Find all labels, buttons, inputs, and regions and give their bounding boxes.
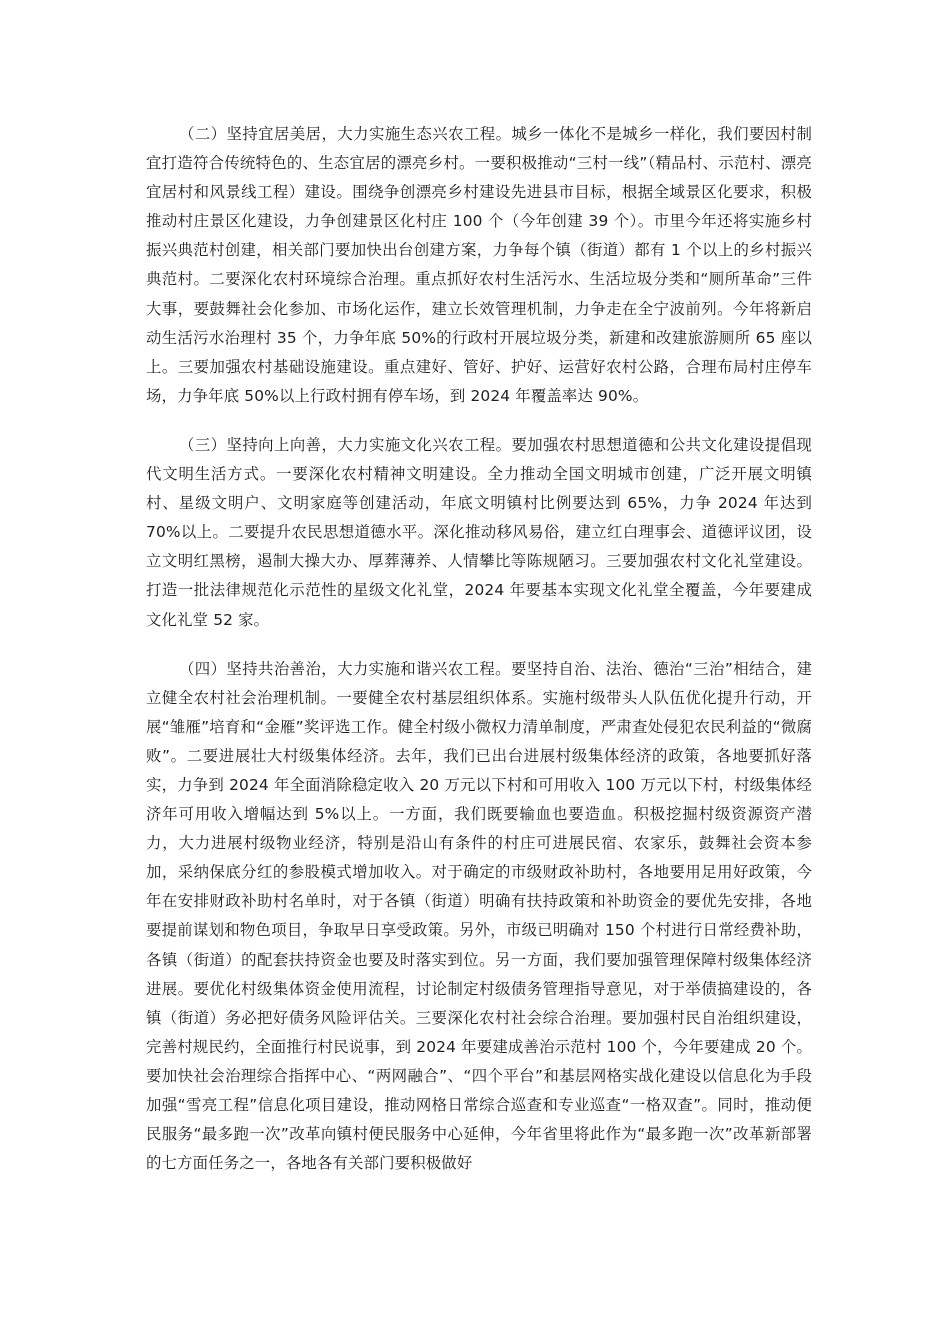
- document-page: [146, 120, 812, 1178]
- paragraph-harmonious-agriculture: （四）坚持共治善治，大力实施和谐兴农工程。要坚持自治、法治、德治“三治”相结合，建立健全农村社会治理机制。一要健全农村基层组织体系。实施村级带头人队伍优化提升行动，开展“雏雁”培育和“金雁”奖评选工作。健全村级小微权力清单制度，严肃查处侵犯农民利益的“微腐败”。二要进展壮大村级集体经济。去年，我们已出台进展村级集体经济的政策，各地要抓好落实，力争到 2024 年全面消除稳定收入 20 万元以下村和可用收入 100 万元以下村，村级集体经济年可用收入增幅达到 5%以上。一方面，我们既要输血也要造血。积极挖掘村级资源资产潜力，大力进展村级物业经济，特别是沿山有条件的村庄可进展民宿、农家乐，鼓舞社会资本参加，采纳保底分红的参股模式增加收入。对于确定的市级财政补助村，各地要用足用好政策，今年在安排财政补助村名单时，对于各镇（街道）明确有扶持政策和补助资金的要优先安排，各地要提前谋划和物色项目，争取早日享受政策。另外，市级已明确对 150 个村进行日常经费补助，各镇（街道）的配套扶持资金也要及时落实到位。另一方面，我们要加强管理保障村级集体经济进展。要优化村级集体资金使用流程，讨论制定村级债务管理指导意见，对于举债搞建设的，各镇（街道）务必把好债务风险评估关。三要深化农村社会综合治理。要加强村民自治组织建设，完善村规民约，全面推行村民说事，到 2024 年要建成善治示范村 100 个，今年要建成 20 个。要加快社会治理综合指挥中心、“两网融合”、“四个平台”和基层网格实战化建设以信息化为手段加强“雪亮工程”信息化项目建设，推动网格日常综合巡查和专业巡查“一格双查”。同时，推动便民服务“最多跑一次”改革向镇村便民服务中心延伸，今年省里将此作为“最多跑一次”改革新部署的七方面任务之一，各地各有关部门要积极做好: [146, 659, 812, 1173]
- paragraph-ecological-agriculture: （二）坚持宜居美居，大力实施生态兴农工程。城乡一体化不是城乡一样化，我们要因村制宜打造符合传统特色的、生态宜居的漂亮乡村。一要积极推动“三村一线”（精品村、示范村、漂亮宜居村和风景线工程）建设。围绕争创漂亮乡村建设先进县市目标，根据全域景区化要求，积极推动村庄景区化建设，力争创建景区化村庄 100 个（今年创建 39 个）。市里今年还将实施乡村振兴典范村创建，相关部门要加快出台创建方案，力争每个镇（街道）都有 1 个以上的乡村振兴典范村。二要深化农村环境综合治理。重点抓好农村生活污水、生活垃圾分类和“厕所革命”三件大事，要鼓舞社会化参加、市场化运作，建立长效管理机制，力争走在全宁波前列。今年将新启动生活污水治理村 35 个，力争年底 50%的行政村开展垃圾分类，新建和改建旅游厕所 65 座以上。三要加强农村基础设施建设。重点建好、管好、护好、运营好农村公路，合理布局村庄停车场，力争年底 50%以上行政村拥有停车场，到 2024 年覆盖率达 90%。: [146, 125, 812, 405]
- paragraph-cultural-agriculture: （三）坚持向上向善，大力实施文化兴农工程。要加强农村思想道德和公共文化建设提倡现代文明生活方式。一要深化农村精神文明建设。全力推动全国文明城市创建，广泛开展文明镇村、星级文明户、文明家庭等创建活动，年底文明镇村比例要达到 65%，力争 2024 年达到 70%以上。二要提升农民思想道德水平。深化推动移风易俗，建立红白理事会、道德评议团，设立文明红黑榜，遏制大操大办、厚葬薄养、人情攀比等陈规陋习。三要加强农村文化礼堂建设。打造一批法律规范化示范性的星级文化礼堂，2024 年要基本实现文化礼堂全覆盖，今年要建成文化礼堂 52 家。: [146, 435, 812, 629]
